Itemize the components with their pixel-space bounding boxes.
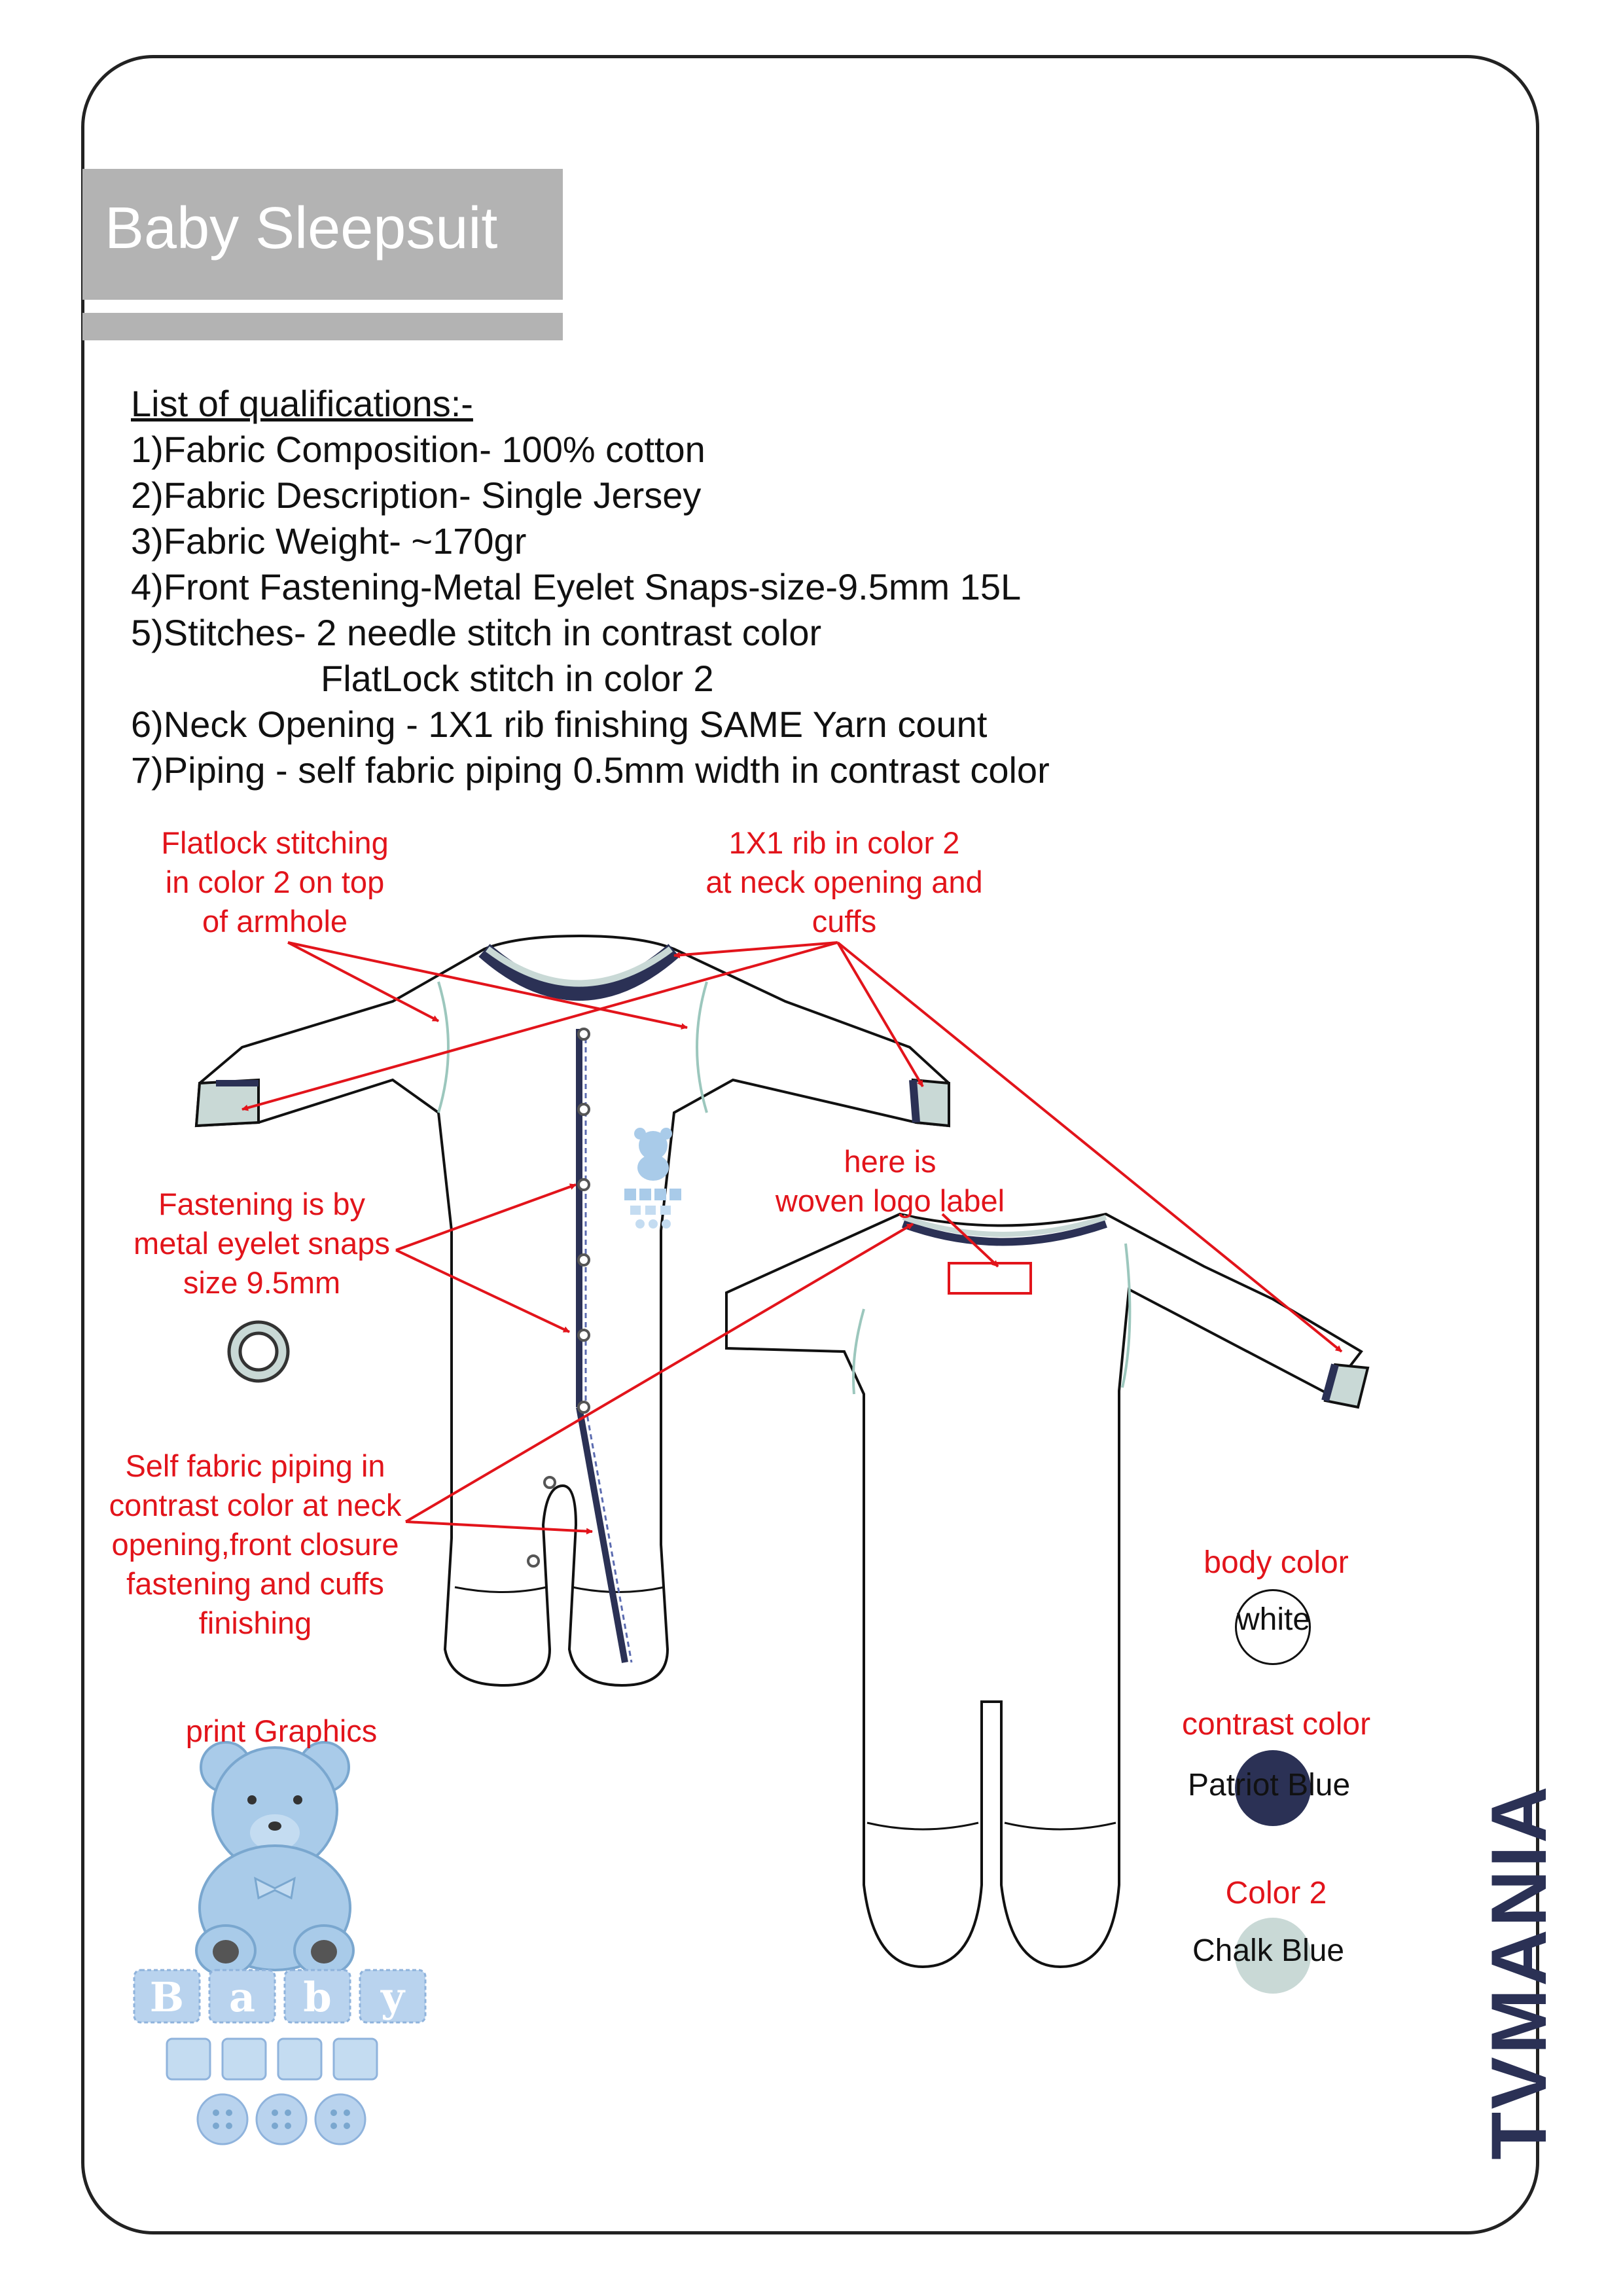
note-line: fastening and cuffs [126, 1566, 384, 1601]
note-line: opening,front closure [111, 1527, 399, 1562]
page-title: Baby Sleepsuit [105, 196, 498, 261]
note-line: Flatlock stitching [161, 825, 389, 860]
spec-item: 4)Front Fastening-Metal Eyelet Snaps-size-9.5mm 15L [131, 566, 1022, 607]
baby-letter: a [228, 1973, 256, 2021]
note-piping [92, 1446, 419, 1643]
icon-blocks [167, 2039, 377, 2079]
contrast-color-label: contrast color [1181, 1707, 1371, 1742]
note-rib [694, 823, 995, 941]
spec-item: 2)Fabric Description- Single Jersey [131, 475, 702, 516]
note-line: here is [844, 1144, 936, 1179]
note-line: 1X1 rib in color 2 [728, 825, 960, 860]
note-line: contrast color at neck [109, 1488, 402, 1522]
brand-text: TVMANIA [1475, 1784, 1563, 2160]
spec-item: 6)Neck Opening - 1X1 rib finishing SAME Yarn count [131, 704, 988, 745]
note-flatlock [137, 823, 412, 941]
body-color-label: body color [1204, 1545, 1349, 1580]
baby-letter: B [149, 1973, 185, 2021]
note-line: cuffs [812, 904, 877, 939]
note-line: Fastening is by [158, 1187, 366, 1221]
color2-name: Chalk Blue [1192, 1933, 1345, 1968]
note-line: in color 2 on top [165, 865, 385, 899]
note-line: size 9.5mm [183, 1265, 341, 1300]
note-label [753, 1142, 1027, 1221]
note-line: at neck opening and [705, 865, 983, 899]
spec-item: 5)Stitches- 2 needle stitch in contrast color [131, 612, 822, 653]
note-line: woven logo label [775, 1183, 1005, 1218]
note-fastening [118, 1185, 406, 1302]
spec-item: 3)Fabric Weight- ~170gr [131, 520, 527, 562]
button-circles [198, 2094, 365, 2144]
note-print-graphics: print Graphics [185, 1713, 378, 1748]
color2-label: Color 2 [1225, 1876, 1327, 1910]
body-color-name: white [1237, 1602, 1311, 1637]
note-line: finishing [198, 1605, 312, 1640]
qualifications-heading: List of qualifications:- [131, 383, 473, 424]
spec-item: 1)Fabric Composition- 100% cotton [131, 429, 705, 470]
note-line: of armhole [202, 904, 348, 939]
baby-letter: b [303, 1973, 332, 2021]
spec-item: 7)Piping - self fabric piping 0.5mm width in contrast color [131, 749, 1050, 791]
contrast-color-name: Patriot Blue [1188, 1768, 1351, 1803]
note-line: Self fabric piping in [125, 1448, 385, 1483]
spec-item: FlatLock stitch in color 2 [321, 658, 714, 699]
baby-letter: y [380, 1973, 405, 2021]
print-bear [196, 1742, 353, 1975]
front-left-cuff [196, 1080, 259, 1126]
note-line: metal eyelet snaps [134, 1226, 390, 1261]
